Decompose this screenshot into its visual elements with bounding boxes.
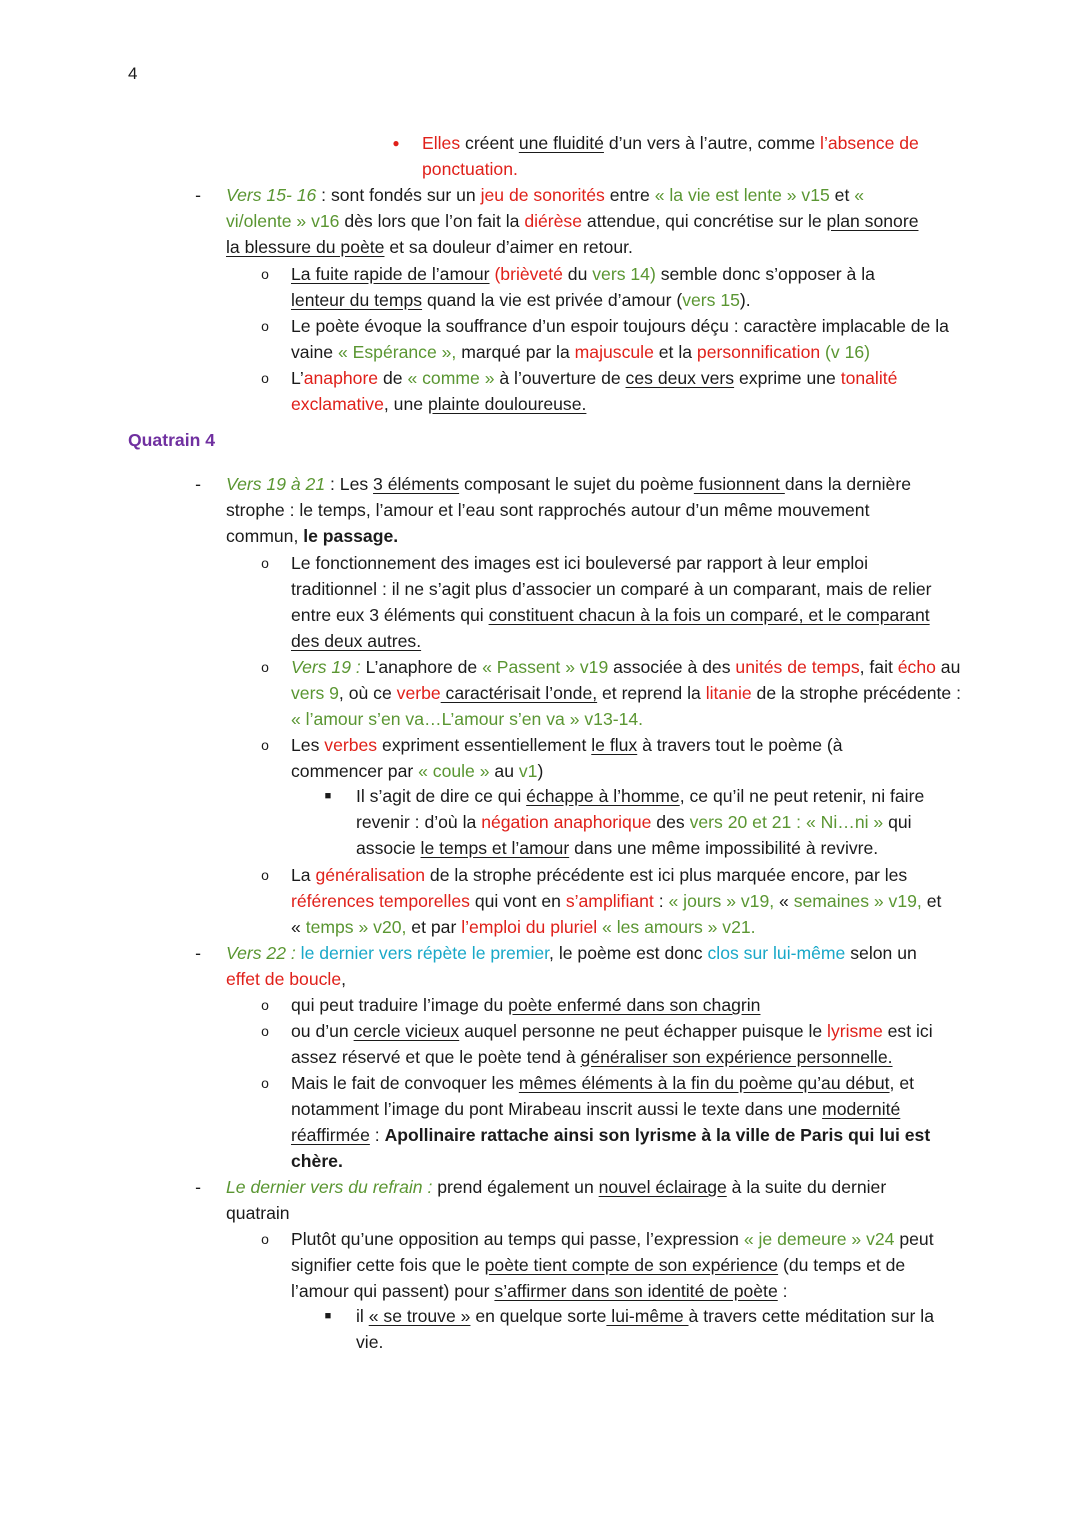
text-span: à la suite du dernier quatrain (226, 1177, 887, 1223)
text-span: une fluidité (518, 133, 604, 153)
text-span: vers 14) (592, 264, 656, 284)
text-span: d’un vers à l’autre, comme (603, 133, 821, 153)
text-span: , ce qu’il ne peut retenir, ni faire revenir : d’où la (356, 786, 925, 832)
text-span: Mais le fait de convoquer les (291, 1073, 519, 1093)
text-span: plainte douloureuse. (427, 394, 587, 414)
text-span: unités de temps (735, 657, 860, 677)
bullet-filled-icon: ● (392, 136, 400, 150)
text-span: lenteur du temps (291, 290, 423, 310)
text-span: semble donc s’opposer à la (655, 264, 875, 284)
circle-bullet-icon: o (261, 1231, 269, 1247)
text-span: Il s’agit de dire ce qui (356, 786, 527, 806)
text-span: (v 16) (825, 342, 871, 362)
text-span: et par (406, 917, 462, 937)
text-span: dans une même impossibilité à revivre. (569, 838, 879, 858)
text-span: et (829, 185, 855, 205)
text-span: Le dernier vers du refrain : (226, 1177, 433, 1197)
text-span: personnification (696, 342, 821, 362)
text-span: le temps et l’amour (420, 838, 570, 858)
dash-marker: - (195, 943, 201, 963)
subitem-je-demeure (291, 1226, 941, 1304)
text-span: associée à des (608, 657, 736, 677)
text-span: « Passent » v19 (482, 657, 609, 677)
text-span: « coule » (418, 761, 490, 781)
text-span: majuscule (574, 342, 654, 362)
text-span: l’absence de ponctuation. (422, 133, 919, 179)
text-span: (brièveté (494, 264, 563, 284)
item-vers-22 (226, 940, 951, 992)
text-span: Vers 22 : (226, 943, 296, 963)
text-span: v1 (518, 761, 538, 781)
text-span: Vers 15- 16 (226, 185, 317, 205)
text-span: Le fonctionnement des images est ici bouleversé par rapport à leur emploi traditionnel : il ne s’agit plus d’associer un comparé à un comparant, mais de relier entre eux 3 éléments qui (291, 553, 932, 625)
text-span: écho (897, 657, 936, 677)
subsubitem-echappe (356, 783, 951, 861)
text-span: La (291, 865, 316, 885)
subitem-modernite (291, 1070, 951, 1174)
subitem-fuite-amour (291, 261, 931, 313)
text-span: qui associe (356, 812, 912, 858)
text-span: tonalité exclamative (291, 368, 898, 414)
text-span: cercle vicieux (353, 1021, 460, 1041)
text-span: vers 15 (682, 290, 740, 310)
text-span: au (935, 657, 961, 677)
circle-bullet-icon: o (261, 266, 269, 282)
text-span: Apollinaire rattache ainsi son lyrisme à la ville de Paris qui lui est chère. (291, 1125, 931, 1171)
text-span: Le poète évoque la souffrance d’un espoir toujours déçu : caractère implacable de la vaine (291, 316, 949, 362)
text-span: « se trouve » (368, 1306, 471, 1326)
subitem-cercle-vicieux (291, 1018, 946, 1070)
item-vers-15-16 (226, 182, 926, 260)
text-span: poète tient compte de son expérience (484, 1255, 779, 1275)
text-span: peut signifier cette fois que le (291, 1229, 934, 1275)
text-span: , (341, 969, 346, 989)
text-span: ces deux vers (625, 368, 735, 388)
text-span: créent (460, 133, 519, 153)
text-span: L’ (291, 368, 304, 388)
text-span: constituent chacun à la fois un comparé, et le comparant des deux autres. (291, 605, 930, 651)
text-span: verbes (324, 735, 378, 755)
text-span: , une (383, 394, 428, 414)
text-span: diérèse (524, 211, 583, 231)
text-span: mêmes éléments à la fin du poème qu’au début (518, 1073, 890, 1093)
text-span: négation anaphorique (481, 812, 652, 832)
text-span: vers 20 et 21 : « Ni…ni » (689, 812, 884, 832)
text-span: en quelque sorte (470, 1306, 607, 1326)
text-span: composant le sujet du poème (459, 474, 694, 494)
circle-bullet-icon: o (261, 555, 269, 571)
text-span: le dernier vers répète le premier (300, 943, 550, 963)
text-span: expriment essentiellement (377, 735, 592, 755)
text-span: Elles (422, 133, 461, 153)
circle-bullet-icon: o (261, 370, 269, 386)
subitem-generalisation (291, 862, 956, 940)
text-span: s’affirmer dans son identité de poète (494, 1281, 778, 1301)
text-span: « Espérance », (337, 342, 457, 362)
section-heading: Quatrain 4 (128, 430, 216, 450)
text-span: « la vie est lente » v15 (654, 185, 830, 205)
text-span: selon un (845, 943, 917, 963)
square-bullet-icon: ■ (324, 1310, 332, 1322)
text-span: de (378, 368, 408, 388)
text-span: marqué par la (456, 342, 575, 362)
text-span: qui vont en (469, 891, 566, 911)
text-span: verbe (396, 683, 441, 703)
dash-marker: - (195, 185, 201, 205)
text-span: 3 éléments (373, 474, 460, 494)
text-span: ). (739, 290, 751, 310)
text-span: : sont fondés sur un (316, 185, 481, 205)
text-span: nouvel éclairage (598, 1177, 727, 1197)
text-span: est ici assez réservé et que le poète tend à (291, 1021, 933, 1067)
text-span: du (562, 264, 593, 284)
text-span: prend également un (432, 1177, 599, 1197)
text-span: fusionnent (693, 474, 785, 494)
text-span: « (774, 891, 794, 911)
subitem-souffrance (291, 313, 951, 365)
text-span: anaphore (303, 368, 379, 388)
text-span: de la strophe précédente est ici plus marquée encore, par les (425, 865, 908, 885)
subitem-poete-enferme (291, 992, 951, 1018)
text-span: ) (537, 761, 544, 781)
text-span: modernité réaffirmée (291, 1099, 901, 1145)
text-span: « comme » (407, 368, 495, 388)
bullet-fluidity (422, 130, 962, 182)
text-span: Plutôt qu’une opposition au temps qui passe, l’expression (291, 1229, 744, 1249)
item-vers-19-21 (226, 471, 941, 549)
circle-bullet-icon: o (261, 318, 269, 334)
text-span: « jours » v19, (668, 891, 775, 911)
circle-bullet-icon: o (261, 1023, 269, 1039)
text-span: jeu de sonorités (480, 185, 605, 205)
page-number: 4 (128, 64, 138, 83)
circle-bullet-icon: o (261, 1075, 269, 1091)
text-span: à travers tout le poème (à commencer par (291, 735, 843, 781)
text-span: : (369, 1125, 385, 1145)
text-span: il (356, 1306, 369, 1326)
subsubitem-se-trouve (356, 1303, 956, 1355)
text-span: , et notamment l’image du pont Mirabeau inscrit aussi le texte dans une (291, 1073, 914, 1119)
text-span: caractérisait l’onde, (440, 683, 598, 703)
text-span: , le poème est donc (549, 943, 708, 963)
text-span: des (651, 812, 690, 832)
text-span: : Les (325, 474, 374, 494)
text-span: semaines » v19, (793, 891, 922, 911)
text-span: échappe à l’homme (526, 786, 680, 806)
circle-bullet-icon: o (261, 737, 269, 753)
text-span: , fait (859, 657, 898, 677)
subitem-vers-19 (291, 654, 961, 732)
circle-bullet-icon: o (261, 997, 269, 1013)
text-span: L’anaphore de (360, 657, 483, 677)
text-span: « vi/olente » v16 (226, 185, 865, 231)
text-span: et « (291, 891, 942, 937)
circle-bullet-icon: o (261, 659, 269, 675)
text-span: ou d’un (291, 1021, 354, 1041)
text-span: : (777, 1281, 788, 1301)
text-span: au (489, 761, 519, 781)
dash-marker: - (195, 474, 201, 494)
text-span: l’emploi du pluriel (461, 917, 598, 937)
text-span: généraliser son expérience personnelle. (580, 1047, 893, 1067)
text-span: « les amours » v21. (602, 917, 756, 937)
text-span: lui-même (606, 1306, 689, 1326)
text-span: lyrisme (827, 1021, 883, 1041)
text-span: Les (291, 735, 325, 755)
text-span: clos sur lui-même (707, 943, 846, 963)
text-span: : (653, 891, 669, 911)
text-span: s’amplifiant (565, 891, 654, 911)
text-span: exprime une (734, 368, 841, 388)
text-span: poète enfermé dans son chagrin (508, 995, 761, 1015)
circle-bullet-icon: o (261, 867, 269, 883)
text-span: vers 9 (291, 683, 339, 703)
subitem-fonctionnement-images (291, 550, 936, 654)
subitem-verbes-flux (291, 732, 911, 784)
text-span: dans la dernière strophe : le temps, l’amour et l’eau sont rapprochés autour d’un même mouvement commun, (226, 474, 911, 546)
text-span: auquel personne ne peut échapper puisque le (459, 1021, 828, 1041)
text-span: qui peut traduire l’image du (291, 995, 509, 1015)
text-span: entre (604, 185, 655, 205)
text-span: « l’amour s’en va…L’amour s’en va » v13-14. (291, 709, 644, 729)
text-span: le passage. (303, 526, 399, 546)
text-span: et la (653, 342, 697, 362)
text-span: le flux (591, 735, 638, 755)
text-span: temps » v20, (305, 917, 407, 937)
text-span: effet de boucle (226, 969, 342, 989)
text-span: de la strophe précédente : (751, 683, 961, 703)
square-bullet-icon: ■ (324, 790, 332, 802)
text-span: dès lors que l’on fait la (339, 211, 525, 231)
text-span: généralisation (315, 865, 426, 885)
subitem-anaphore-comme (291, 365, 941, 417)
text-span: attendue, qui concrétise sur le (582, 211, 827, 231)
text-span: (du temps et de l’amour qui passent) pour (291, 1255, 906, 1301)
dash-marker: - (195, 1177, 201, 1197)
text-span: plan sonore la blessure du poète (226, 211, 919, 257)
text-span: , où ce (338, 683, 397, 703)
text-span: à l’ouverture de (494, 368, 626, 388)
text-span: et reprend la (597, 683, 706, 703)
item-dernier-vers-refrain (226, 1174, 926, 1226)
text-span: références temporelles (291, 891, 470, 911)
text-span: litanie (705, 683, 752, 703)
text-span: La fuite rapide de l’amour (291, 264, 490, 284)
text-span: à travers cette méditation sur la vie. (356, 1306, 934, 1352)
text-span: Vers 19 : (291, 657, 361, 677)
text-span: et sa douleur d’aimer en retour. (384, 237, 633, 257)
text-span: « je demeure » v24 (743, 1229, 895, 1249)
text-span: quand la vie est privée d’amour ( (422, 290, 683, 310)
text-span: Vers 19 à 21 (226, 474, 326, 494)
